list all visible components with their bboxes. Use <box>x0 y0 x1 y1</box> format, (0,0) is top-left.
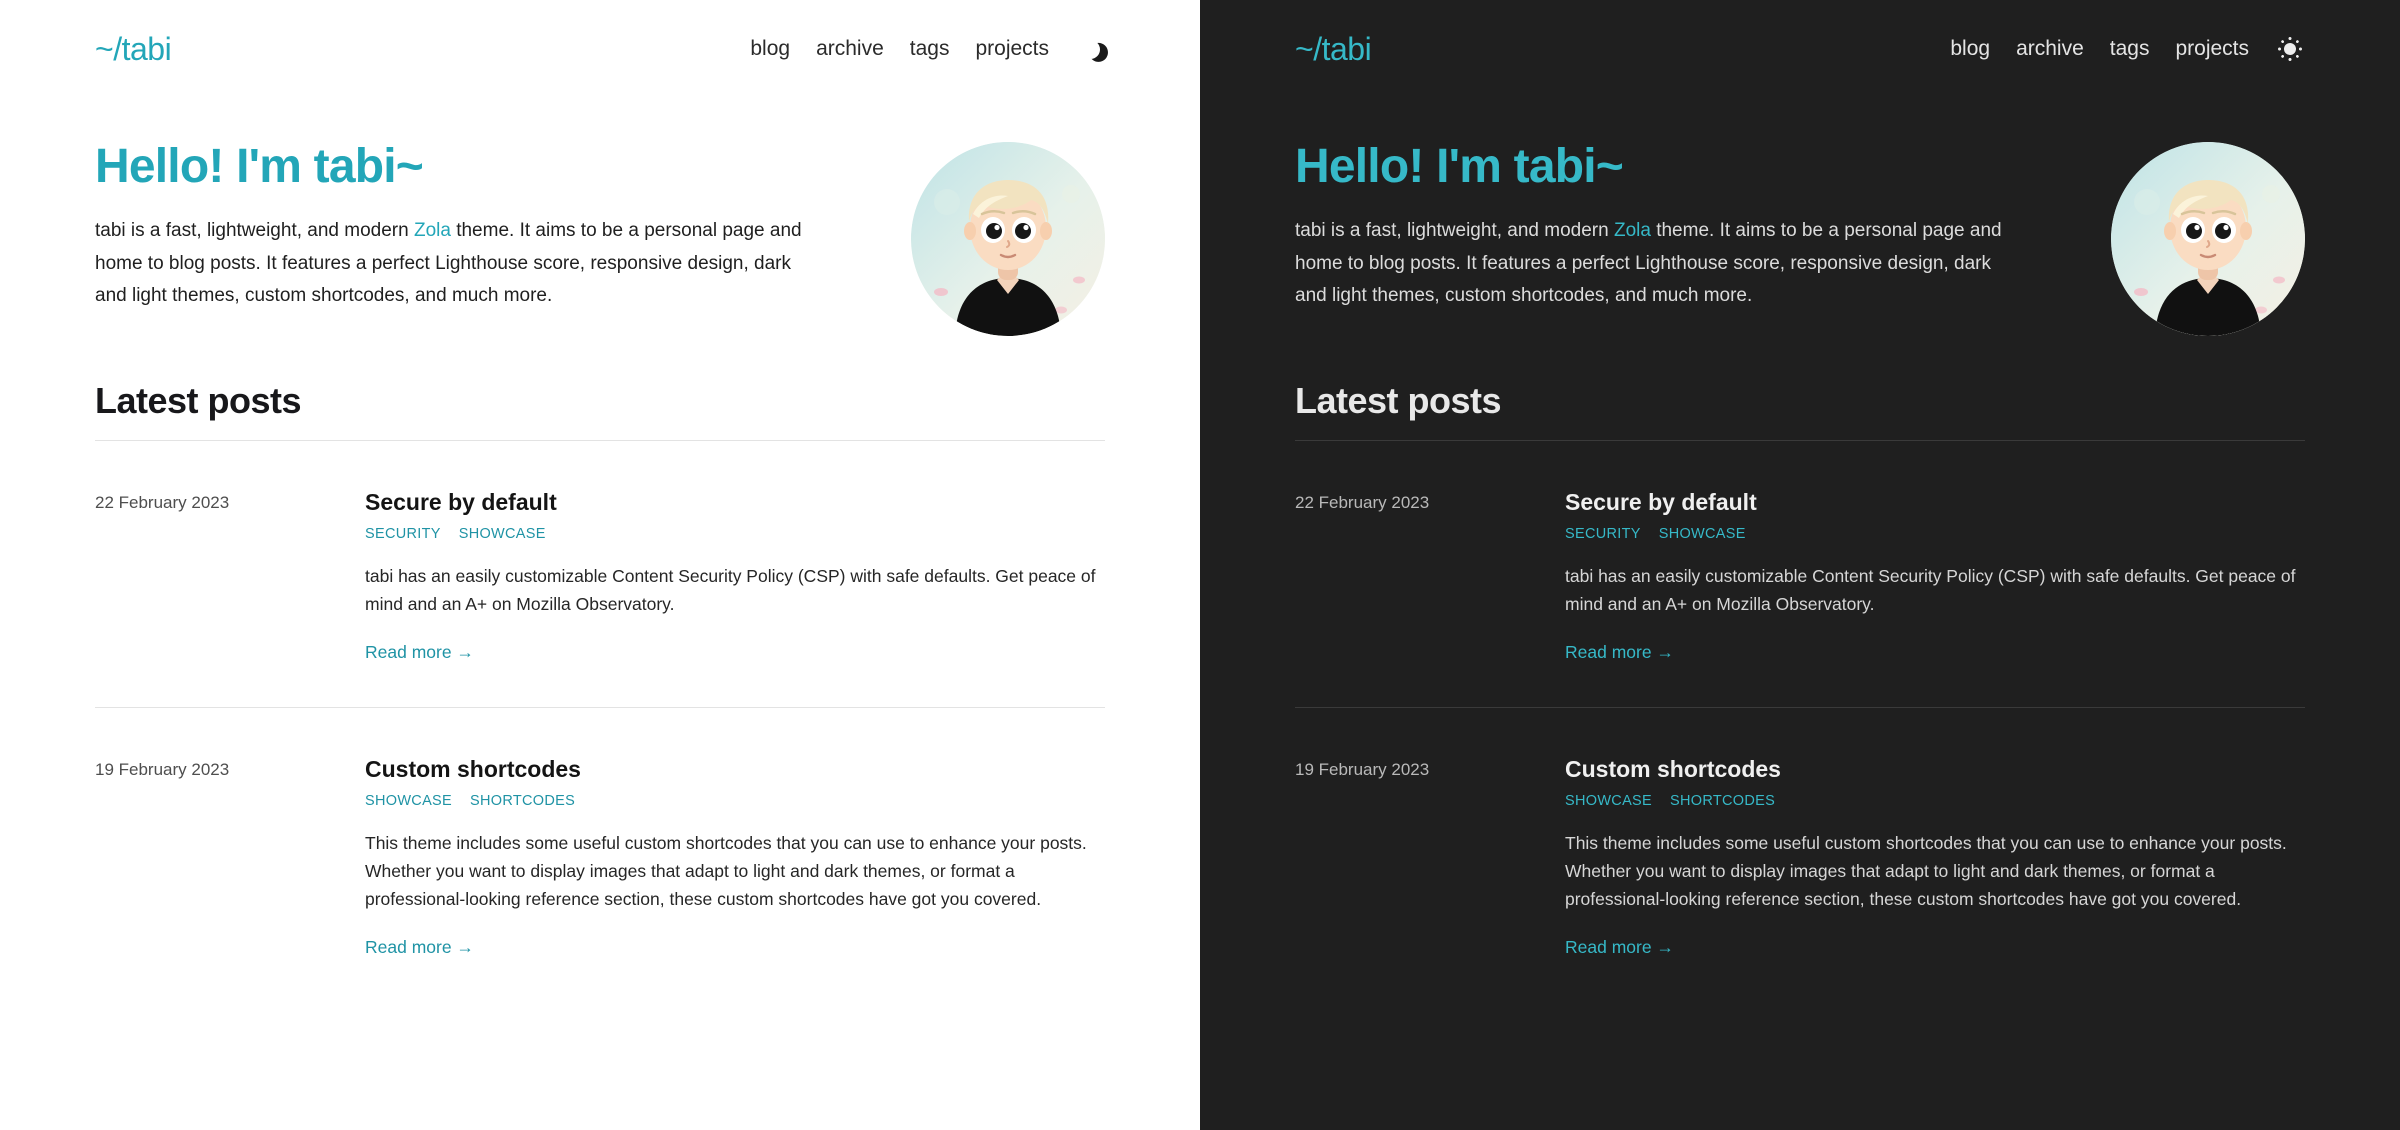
post-body <box>365 756 1105 958</box>
moon-icon[interactable] <box>1075 34 1105 64</box>
post-summary: This theme includes some useful custom shortcodes that you can use to enhance your posts. Whether you want to display images that adapt to light and dark themes, or format a professional-looking reference section, these custom shortcodes have got you covered. <box>365 833 1087 909</box>
page-title: Hello! I'm tabi~ <box>95 140 424 193</box>
avatar <box>2111 142 2305 336</box>
zola-link[interactable]: Zola <box>1613 219 1651 241</box>
zola-link[interactable]: Zola <box>413 219 451 241</box>
post-title-link[interactable]: Secure by default <box>1565 489 1757 515</box>
site-header <box>95 18 1105 80</box>
nav-item-blog[interactable]: blog <box>750 37 791 60</box>
read-more-link[interactable]: Read more → <box>365 642 474 662</box>
nav-item-projects[interactable]: projects <box>975 37 1049 60</box>
moon-glyph <box>1077 36 1102 61</box>
hero-desc-after: theme. It aims to be a personal page and home to blog posts. It features a perfect Lighthouse score, responsive design, dark and light themes, custom shortcodes, and much more. <box>1295 219 2002 307</box>
tag-link[interactable]: SHORTCODES <box>1670 793 1776 809</box>
read-more-link[interactable]: Read more → <box>1565 642 1674 662</box>
hero-section <box>95 142 1105 336</box>
tag-link[interactable]: SHOWCASE <box>458 526 546 542</box>
post-list-item <box>95 708 1105 1002</box>
hero-section <box>1295 142 2305 336</box>
post-tags <box>1565 526 2305 542</box>
hero-desc-before: tabi is a fast, lightweight, and modern <box>1295 219 1614 241</box>
avatar-illustration <box>911 142 1105 336</box>
site-brand-link[interactable]: ~/tabi <box>95 30 172 67</box>
post-list-item <box>1295 708 2305 1002</box>
post-body <box>1565 489 2305 663</box>
hero-desc-before: tabi is a fast, lightweight, and modern <box>95 219 414 241</box>
latest-posts-heading: Latest posts <box>95 380 302 421</box>
tag-link[interactable]: SHORTCODES <box>470 793 576 809</box>
nav-item-blog[interactable]: blog <box>1950 37 1991 60</box>
tag-link[interactable]: SHOWCASE <box>1565 793 1652 809</box>
nav-item-projects[interactable]: projects <box>2175 37 2249 60</box>
read-more-link[interactable]: Read more → <box>365 937 474 957</box>
tag-link[interactable]: SHOWCASE <box>365 793 452 809</box>
post-tags <box>365 526 1105 542</box>
hero-desc-after: theme. It aims to be a personal page and home to blog posts. It features a perfect Lighthouse score, responsive design, dark and light themes, custom shortcodes, and much more. <box>95 219 802 307</box>
post-title-link[interactable]: Secure by default <box>365 489 557 515</box>
tag-link[interactable]: SECURITY <box>1565 526 1641 542</box>
site-brand-link[interactable]: ~/tabi <box>1295 30 1372 67</box>
post-tags <box>1565 793 2305 809</box>
main-nav <box>1950 34 2305 64</box>
sun-glyph <box>2284 43 2296 55</box>
post-tags <box>365 793 1105 809</box>
hero-text <box>1295 142 2015 313</box>
post-summary: This theme includes some useful custom shortcodes that you can use to enhance your posts. Whether you want to display images that adapt to light and dark themes, or format a professional-looking reference section, these custom shortcodes have got you covered. <box>1565 833 2287 909</box>
post-body <box>365 489 1105 663</box>
avatar <box>911 142 1105 336</box>
post-summary: tabi has an easily customizable Content Security Policy (CSP) with safe defaults. Get peace of mind and an A+ on Mozilla Observatory. <box>365 566 1096 614</box>
avatar-illustration <box>2111 142 2305 336</box>
tag-link[interactable]: SHOWCASE <box>1658 526 1746 542</box>
nav-item-archive[interactable]: archive <box>2016 37 2084 60</box>
post-list-item <box>95 441 1105 707</box>
post-date: 19 February 2023 <box>95 760 230 779</box>
hero-description <box>95 215 815 313</box>
post-title-link[interactable]: Custom shortcodes <box>1565 756 1781 782</box>
nav-item-archive[interactable]: archive <box>816 37 884 60</box>
post-body <box>1565 756 2305 958</box>
page-title: Hello! I'm tabi~ <box>1295 140 1624 193</box>
hero-text <box>95 142 815 313</box>
post-summary: tabi has an easily customizable Content Security Policy (CSP) with safe defaults. Get peace of mind and an A+ on Mozilla Observatory. <box>1565 566 2296 614</box>
sun-icon[interactable] <box>2275 34 2305 64</box>
main-nav <box>750 34 1105 64</box>
hero-description <box>1295 215 2015 313</box>
read-more-link[interactable]: Read more → <box>1565 937 1674 957</box>
post-date: 22 February 2023 <box>95 493 230 512</box>
post-date: 19 February 2023 <box>1295 760 1430 779</box>
site-header <box>1295 18 2305 80</box>
post-date: 22 February 2023 <box>1295 493 1430 512</box>
dark-theme-pane <box>1200 0 2400 1130</box>
nav-item-tags[interactable]: tags <box>909 37 950 60</box>
tag-link[interactable]: SECURITY <box>365 526 441 542</box>
post-title-link[interactable]: Custom shortcodes <box>365 756 581 782</box>
nav-item-tags[interactable]: tags <box>2109 37 2150 60</box>
latest-posts-heading: Latest posts <box>1295 380 1502 421</box>
post-list-item <box>1295 441 2305 707</box>
